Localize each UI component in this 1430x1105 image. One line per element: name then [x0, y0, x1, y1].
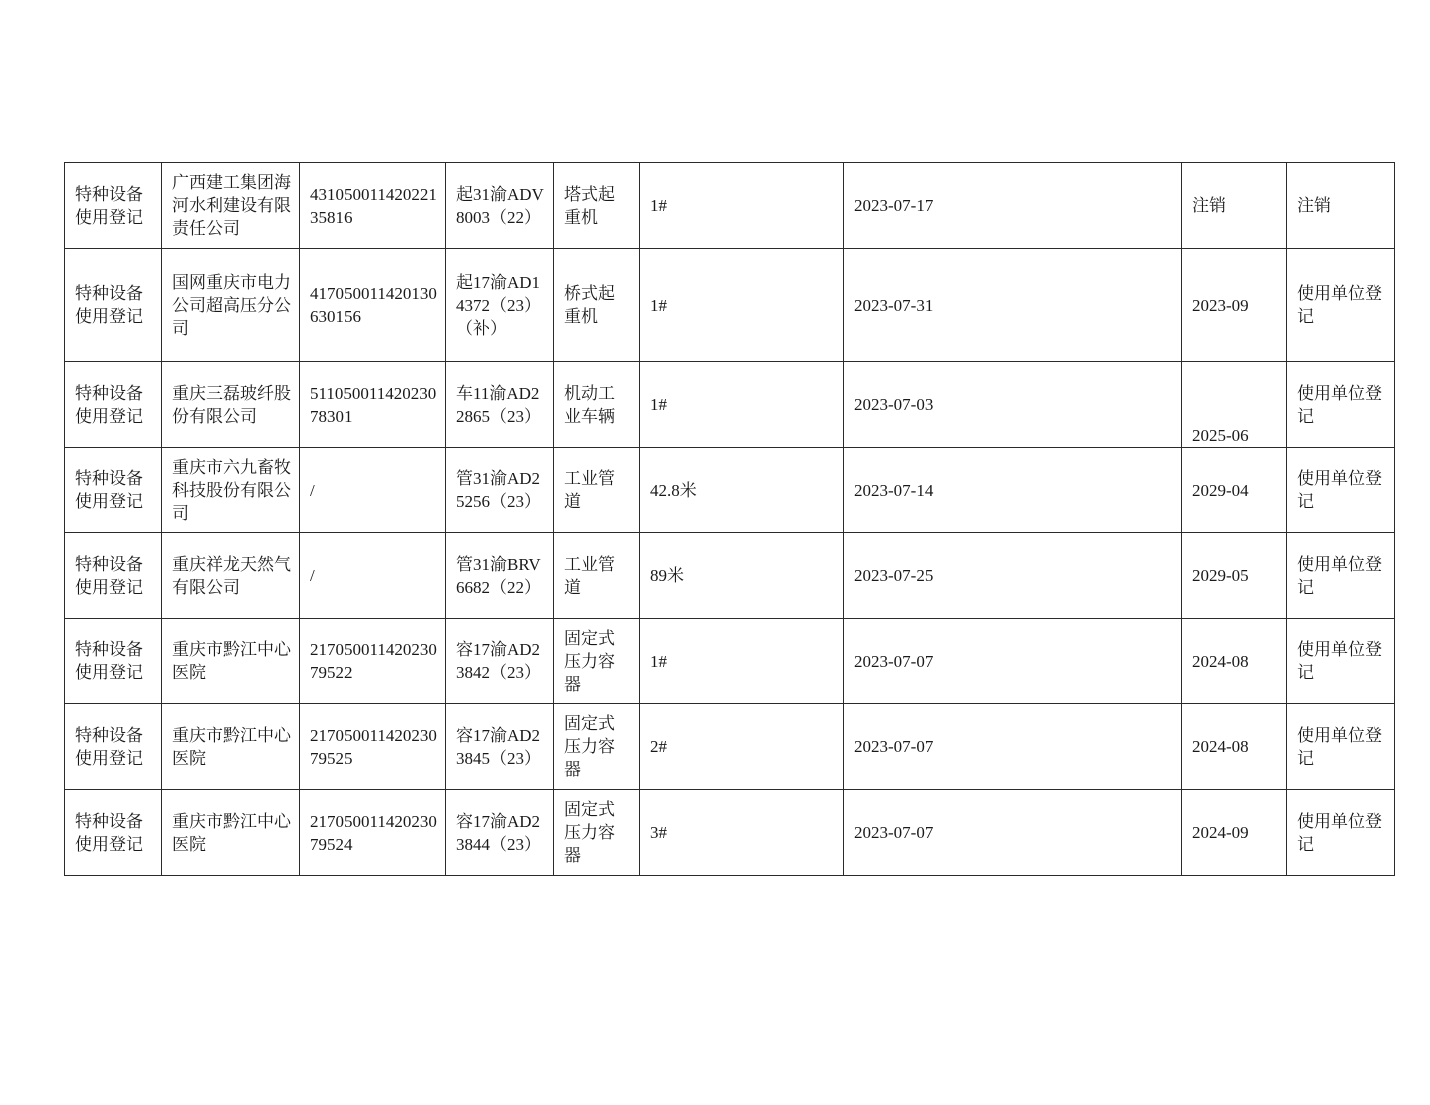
equipment-id-cell: 1#	[640, 362, 844, 448]
date-cell: 2023-07-14	[844, 448, 1182, 533]
date-cell: 2023-07-07	[844, 790, 1182, 876]
table-row	[65, 704, 1395, 790]
date-cell: 2023-07-07	[844, 619, 1182, 704]
due-cell: 2029-05	[1182, 533, 1287, 619]
equipment-type-cell: 固定式压力容器	[554, 790, 640, 876]
status-cell: 使用单位登记	[1287, 362, 1395, 448]
table-row	[65, 249, 1395, 362]
unit-cell: 重庆市黔江中心医院	[162, 790, 300, 876]
equipment-id-cell: 3#	[640, 790, 844, 876]
unit-cell: 重庆市黔江中心医院	[162, 704, 300, 790]
reg-no-cell: 管31渝AD25256（23）	[446, 448, 554, 533]
unit-cell: 重庆市黔江中心医院	[162, 619, 300, 704]
code-cell: 51105001142023078301	[300, 362, 446, 448]
reg-no-cell: 管31渝BRV6682（22）	[446, 533, 554, 619]
reg-no-cell: 容17渝AD23844（23）	[446, 790, 554, 876]
status-cell: 使用单位登记	[1287, 790, 1395, 876]
table-row	[65, 362, 1395, 448]
code-cell: 21705001142023079524	[300, 790, 446, 876]
unit-cell: 广西建工集团海河水利建设有限责任公司	[162, 163, 300, 249]
equipment-id-cell: 1#	[640, 249, 844, 362]
equipment-id-cell: 1#	[640, 163, 844, 249]
unit-cell: 重庆市六九畜牧科技股份有限公司	[162, 448, 300, 533]
equipment-id-cell: 1#	[640, 619, 844, 704]
status-cell: 使用单位登记	[1287, 704, 1395, 790]
reg-no-cell: 容17渝AD23845（23）	[446, 704, 554, 790]
code-cell: 21705001142023079525	[300, 704, 446, 790]
status-cell: 使用单位登记	[1287, 448, 1395, 533]
category-cell: 特种设备使用登记	[65, 448, 162, 533]
status-cell: 使用单位登记	[1287, 533, 1395, 619]
equipment-type-cell: 桥式起重机	[554, 249, 640, 362]
equipment-id-cell: 2#	[640, 704, 844, 790]
table-row	[65, 790, 1395, 876]
equipment-type-cell: 固定式压力容器	[554, 704, 640, 790]
due-cell: 2024-08	[1182, 704, 1287, 790]
date-cell: 2023-07-17	[844, 163, 1182, 249]
equipment-id-cell: 42.8米	[640, 448, 844, 533]
date-cell: 2023-07-07	[844, 704, 1182, 790]
unit-cell: 重庆祥龙天然气有限公司	[162, 533, 300, 619]
equipment-type-cell: 机动工业车辆	[554, 362, 640, 448]
reg-no-cell: 车11渝AD22865（23）	[446, 362, 554, 448]
code-cell: 43105001142022135816	[300, 163, 446, 249]
due-cell: 2029-04	[1182, 448, 1287, 533]
due-cell: 注销	[1182, 163, 1287, 249]
category-cell: 特种设备使用登记	[65, 249, 162, 362]
status-cell: 使用单位登记	[1287, 619, 1395, 704]
status-cell: 使用单位登记	[1287, 249, 1395, 362]
category-cell: 特种设备使用登记	[65, 619, 162, 704]
due-cell: 2024-08	[1182, 619, 1287, 704]
code-cell: /	[300, 448, 446, 533]
code-cell: /	[300, 533, 446, 619]
reg-no-cell: 起17渝AD14372（23）（补）	[446, 249, 554, 362]
date-cell: 2023-07-03	[844, 362, 1182, 448]
date-cell: 2023-07-25	[844, 533, 1182, 619]
table-row	[65, 163, 1395, 249]
equipment-type-cell: 固定式压力容器	[554, 619, 640, 704]
equipment-id-cell: 89米	[640, 533, 844, 619]
date-cell: 2023-07-31	[844, 249, 1182, 362]
table-row	[65, 448, 1395, 533]
due-cell: 2024-09	[1182, 790, 1287, 876]
equipment-type-cell: 工业管道	[554, 533, 640, 619]
category-cell: 特种设备使用登记	[65, 533, 162, 619]
category-cell: 特种设备使用登记	[65, 790, 162, 876]
category-cell: 特种设备使用登记	[65, 163, 162, 249]
code-cell: 21705001142023079522	[300, 619, 446, 704]
code-cell: 417050011420130630156	[300, 249, 446, 362]
reg-no-cell: 容17渝AD23842（23）	[446, 619, 554, 704]
equipment-registration-table	[64, 162, 1395, 876]
due-cell: 2025-06	[1182, 362, 1287, 448]
equipment-type-cell: 工业管道	[554, 448, 640, 533]
table-row	[65, 619, 1395, 704]
category-cell: 特种设备使用登记	[65, 704, 162, 790]
table-row	[65, 533, 1395, 619]
status-cell: 注销	[1287, 163, 1395, 249]
unit-cell: 重庆三磊玻纤股份有限公司	[162, 362, 300, 448]
category-cell: 特种设备使用登记	[65, 362, 162, 448]
unit-cell: 国网重庆市电力公司超高压分公司	[162, 249, 300, 362]
due-cell: 2023-09	[1182, 249, 1287, 362]
equipment-type-cell: 塔式起重机	[554, 163, 640, 249]
reg-no-cell: 起31渝ADV8003（22）	[446, 163, 554, 249]
